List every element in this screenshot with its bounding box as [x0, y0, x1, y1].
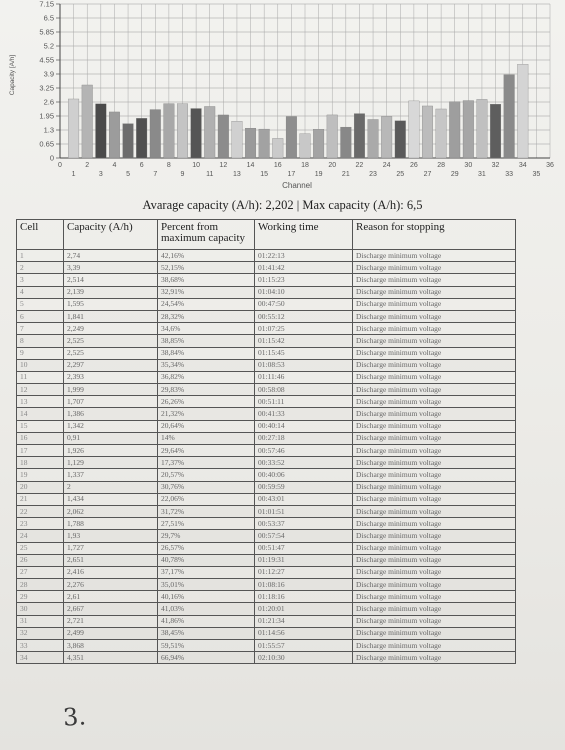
reason-value: Discharge minimum voltage — [353, 432, 516, 444]
reason-value: Discharge minimum voltage — [353, 310, 516, 322]
cell-number: 27 — [17, 566, 64, 578]
table-row — [17, 359, 516, 371]
x-tick-label: 26 — [409, 162, 418, 169]
percent-value: 20,57% — [158, 469, 255, 481]
x-tick-label: 18 — [301, 162, 309, 169]
data-bar — [436, 109, 447, 158]
data-bar — [327, 115, 338, 158]
reason-value: Discharge minimum voltage — [353, 579, 516, 591]
x-tick-label: 17 — [287, 171, 296, 178]
y-tick-label: 0.65 — [39, 139, 54, 149]
capacity-value: 1,727 — [64, 542, 158, 554]
table-row — [17, 420, 516, 432]
working-time-value: 00:51:47 — [255, 542, 353, 554]
percent-value: 34,6% — [158, 323, 255, 335]
reason-value: Discharge minimum voltage — [353, 286, 516, 298]
x-tick-label: 6 — [139, 162, 144, 169]
header-percent: Percent from maximum capacity — [158, 220, 255, 250]
data-bar — [409, 101, 420, 158]
table-row — [17, 262, 516, 274]
capacity-value: 2 — [64, 481, 158, 493]
data-bar — [136, 118, 147, 158]
table-row — [17, 493, 516, 505]
capacity-value: 2,525 — [64, 335, 158, 347]
data-bar — [68, 99, 79, 158]
working-time-value: 01:19:31 — [255, 554, 353, 566]
cell-number: 12 — [17, 384, 64, 396]
x-tick-label: 4 — [112, 162, 117, 169]
x-tick-label: 10 — [192, 162, 201, 169]
x-tick-label: 34 — [518, 162, 527, 169]
capacity-value: 1,926 — [64, 445, 158, 457]
reason-value: Discharge minimum voltage — [353, 371, 516, 383]
working-time-value: 00:53:37 — [255, 518, 353, 530]
table-row — [17, 591, 516, 603]
cell-number: 11 — [17, 371, 64, 383]
cell-number: 10 — [17, 359, 64, 371]
cell-number: 23 — [17, 518, 64, 530]
table-row — [17, 408, 516, 420]
cell-number: 17 — [17, 445, 64, 457]
table-row — [17, 640, 516, 652]
reason-value: Discharge minimum voltage — [353, 420, 516, 432]
x-tick-label: 19 — [314, 171, 323, 178]
data-bar — [381, 116, 392, 158]
header-cell: Cell — [17, 220, 64, 250]
y-axis-title: Capacity [A/h] — [9, 54, 16, 96]
cell-number: 29 — [17, 591, 64, 603]
x-tick-label: 3 — [98, 171, 103, 178]
capacity-summary: Avarage capacity (A/h): 2,202 | Max capacity (A/h): 6,5 — [142, 198, 423, 212]
capacity-value: 3,39 — [64, 262, 158, 274]
data-bar — [191, 109, 202, 158]
percent-value: 29,83% — [158, 384, 255, 396]
data-bar — [490, 104, 501, 158]
working-time-value: 02:10:30 — [255, 652, 353, 664]
cell-number: 21 — [17, 493, 64, 505]
x-tick-label: 12 — [219, 162, 228, 169]
reason-value: Discharge minimum voltage — [353, 457, 516, 469]
capacity-value: 2,416 — [64, 566, 158, 578]
table-row — [17, 481, 516, 493]
data-bar — [449, 102, 460, 158]
working-time-value: 01:18:16 — [255, 591, 353, 603]
capacity-value: 2,525 — [64, 347, 158, 359]
x-tick-label: 7 — [153, 171, 158, 178]
capacity-value: 2,139 — [64, 286, 158, 298]
cell-number: 8 — [17, 335, 64, 347]
data-bar — [313, 129, 324, 158]
working-time-value: 00:27:18 — [255, 432, 353, 444]
percent-value: 14% — [158, 432, 255, 444]
data-bar — [218, 115, 229, 158]
table-row — [17, 445, 516, 457]
table-row — [17, 274, 516, 286]
working-time-value: 01:21:34 — [255, 615, 353, 627]
percent-value: 41,03% — [158, 603, 255, 615]
y-tick-label: 4.55 — [39, 55, 54, 65]
reason-value: Discharge minimum voltage — [353, 493, 516, 505]
cell-number: 14 — [17, 408, 64, 420]
x-tick-label: 21 — [341, 171, 350, 178]
cell-number: 4 — [17, 286, 64, 298]
data-bar — [286, 117, 297, 158]
working-time-value: 01:04:10 — [255, 286, 353, 298]
cell-number: 32 — [17, 627, 64, 639]
capacity-value: 1,788 — [64, 518, 158, 530]
working-time-value: 00:40:14 — [255, 420, 353, 432]
data-bar — [517, 64, 528, 158]
x-tick-label: 23 — [369, 171, 377, 178]
working-time-value: 01:20:01 — [255, 603, 353, 615]
reason-value: Discharge minimum voltage — [353, 542, 516, 554]
reason-value: Discharge minimum voltage — [353, 335, 516, 347]
data-bar — [341, 127, 352, 158]
cell-number: 26 — [17, 554, 64, 566]
table-row — [17, 505, 516, 517]
data-bar — [300, 134, 311, 158]
x-tick-label: 11 — [206, 171, 214, 178]
table-row — [17, 310, 516, 322]
reason-value: Discharge minimum voltage — [353, 640, 516, 652]
x-tick-label: 29 — [450, 171, 459, 178]
working-time-value: 01:22:13 — [255, 250, 353, 262]
working-time-value: 01:15:45 — [255, 347, 353, 359]
capacity-value: 2,062 — [64, 505, 158, 517]
cell-number: 33 — [17, 640, 64, 652]
table-row — [17, 627, 516, 639]
x-tick-label: 28 — [437, 162, 446, 169]
data-bar — [422, 106, 433, 158]
table-row — [17, 286, 516, 298]
data-bar — [395, 121, 406, 158]
x-tick-label: 22 — [355, 162, 364, 169]
reason-value: Discharge minimum voltage — [353, 298, 516, 310]
capacity-value: 2,393 — [64, 371, 158, 383]
capacity-value: 2,61 — [64, 591, 158, 603]
cell-number: 6 — [17, 310, 64, 322]
capacity-value: 3,868 — [64, 640, 158, 652]
working-time-value: 00:41:33 — [255, 408, 353, 420]
working-time-value: 00:47:50 — [255, 298, 353, 310]
cell-capacity-table — [16, 219, 516, 664]
working-time-value: 00:57:46 — [255, 445, 353, 457]
working-time-value: 00:57:54 — [255, 530, 353, 542]
reason-value: Discharge minimum voltage — [353, 262, 516, 274]
data-bar — [259, 129, 270, 158]
percent-value: 31,72% — [158, 505, 255, 517]
reason-value: Discharge minimum voltage — [353, 359, 516, 371]
table-row — [17, 554, 516, 566]
reason-value: Discharge minimum voltage — [353, 323, 516, 335]
data-bar — [272, 138, 283, 158]
table-header-row — [17, 220, 516, 250]
percent-value: 17,37% — [158, 457, 255, 469]
data-bar — [82, 85, 93, 158]
data-bar — [245, 128, 256, 158]
data-bar — [368, 119, 379, 158]
cell-number: 34 — [17, 652, 64, 664]
reason-value: Discharge minimum voltage — [353, 530, 516, 542]
cell-number: 30 — [17, 603, 64, 615]
percent-value: 21,32% — [158, 408, 255, 420]
working-time-value: 00:40:06 — [255, 469, 353, 481]
x-tick-label: 1 — [71, 171, 76, 178]
x-tick-label: 16 — [273, 162, 282, 169]
reason-value: Discharge minimum voltage — [353, 603, 516, 615]
reason-value: Discharge minimum voltage — [353, 566, 516, 578]
cell-number: 22 — [17, 505, 64, 517]
x-tick-label: 30 — [464, 162, 473, 169]
cell-number: 24 — [17, 530, 64, 542]
x-tick-label: 14 — [246, 162, 255, 169]
x-tick-label: 35 — [532, 171, 541, 178]
x-axis-title: Channel — [282, 181, 312, 190]
cell-number: 3 — [17, 274, 64, 286]
percent-value: 32,91% — [158, 286, 255, 298]
table-row — [17, 371, 516, 383]
percent-value: 26,57% — [158, 542, 255, 554]
working-time-value: 01:55:57 — [255, 640, 353, 652]
x-tick-label: 36 — [546, 162, 554, 169]
cell-number: 18 — [17, 457, 64, 469]
capacity-value: 2,651 — [64, 554, 158, 566]
table-row — [17, 298, 516, 310]
data-bar — [204, 106, 215, 158]
capacity-value: 1,841 — [64, 310, 158, 322]
capacity-value: 1,434 — [64, 493, 158, 505]
capacity-value: 1,129 — [64, 457, 158, 469]
percent-value: 22,06% — [158, 493, 255, 505]
capacity-value: 1,342 — [64, 420, 158, 432]
reason-value: Discharge minimum voltage — [353, 347, 516, 359]
capacity-value: 2,297 — [64, 359, 158, 371]
table-row — [17, 457, 516, 469]
working-time-value: 01:01:51 — [255, 505, 353, 517]
reason-value: Discharge minimum voltage — [353, 481, 516, 493]
working-time-value: 00:33:52 — [255, 457, 353, 469]
percent-value: 37,17% — [158, 566, 255, 578]
working-time-value: 00:51:11 — [255, 396, 353, 408]
y-tick-label: 1.3 — [43, 125, 54, 135]
data-bar — [354, 114, 365, 158]
percent-value: 38,85% — [158, 335, 255, 347]
percent-value: 28,32% — [158, 310, 255, 322]
reason-value: Discharge minimum voltage — [353, 505, 516, 517]
reason-value: Discharge minimum voltage — [353, 652, 516, 664]
capacity-value: 1,999 — [64, 384, 158, 396]
capacity-value: 2,514 — [64, 274, 158, 286]
cell-number: 25 — [17, 542, 64, 554]
data-bar — [109, 112, 120, 158]
y-tick-label: 3.9 — [43, 69, 54, 79]
data-bar — [463, 101, 474, 158]
x-tick-label: 25 — [396, 171, 405, 178]
working-time-value: 01:15:42 — [255, 335, 353, 347]
data-bar — [504, 75, 515, 158]
data-bar — [177, 104, 188, 158]
table-row — [17, 335, 516, 347]
table-row — [17, 530, 516, 542]
reason-value: Discharge minimum voltage — [353, 591, 516, 603]
header-reason: Reason for stopping — [353, 220, 516, 250]
cell-number: 28 — [17, 579, 64, 591]
data-bar — [123, 124, 134, 158]
reason-value: Discharge minimum voltage — [353, 554, 516, 566]
reason-value: Discharge minimum voltage — [353, 627, 516, 639]
y-tick-label: 5.2 — [43, 41, 54, 51]
cell-number: 15 — [17, 420, 64, 432]
x-tick-label: 2 — [85, 162, 90, 169]
y-tick-label: 6.5 — [43, 13, 54, 23]
percent-value: 29,7% — [158, 530, 255, 542]
reason-value: Discharge minimum voltage — [353, 469, 516, 481]
x-tick-label: 20 — [328, 162, 337, 169]
x-tick-label: 5 — [126, 171, 131, 178]
data-bar — [164, 104, 175, 158]
x-tick-label: 24 — [382, 162, 391, 169]
percent-value: 29,64% — [158, 445, 255, 457]
working-time-value: 01:41:42 — [255, 262, 353, 274]
x-tick-label: 31 — [478, 171, 486, 178]
x-tick-label: 27 — [423, 171, 432, 178]
x-tick-label: 32 — [491, 162, 500, 169]
working-time-value: 00:43:01 — [255, 493, 353, 505]
percent-value: 59,51% — [158, 640, 255, 652]
percent-value: 26,26% — [158, 396, 255, 408]
y-tick-label: 7.15 — [39, 0, 54, 9]
percent-value: 40,16% — [158, 591, 255, 603]
y-tick-label: 5.85 — [39, 27, 54, 37]
percent-value: 35,01% — [158, 579, 255, 591]
working-time-value: 01:08:16 — [255, 579, 353, 591]
header-working-time: Working time — [255, 220, 353, 250]
cell-number: 7 — [17, 323, 64, 335]
percent-value: 38,68% — [158, 274, 255, 286]
cell-number: 5 — [17, 298, 64, 310]
x-tick-label: 0 — [58, 162, 62, 169]
percent-value: 24,54% — [158, 298, 255, 310]
cell-number: 16 — [17, 432, 64, 444]
working-time-value: 01:11:46 — [255, 371, 353, 383]
capacity-value: 0,91 — [64, 432, 158, 444]
working-time-value: 01:12:27 — [255, 566, 353, 578]
capacity-bar-chart — [0, 0, 565, 195]
percent-value: 66,94% — [158, 652, 255, 664]
handwritten-note: 3. — [62, 702, 87, 732]
capacity-value: 4,351 — [64, 652, 158, 664]
capacity-value: 2,74 — [64, 250, 158, 262]
cell-number: 20 — [17, 481, 64, 493]
table-row — [17, 518, 516, 530]
data-bar — [150, 110, 161, 158]
capacity-value: 1,707 — [64, 396, 158, 408]
table-row — [17, 432, 516, 444]
cell-number: 31 — [17, 615, 64, 627]
table-row — [17, 384, 516, 396]
percent-value: 36,82% — [158, 371, 255, 383]
percent-value: 30,76% — [158, 481, 255, 493]
table-row — [17, 250, 516, 262]
capacity-value: 1,93 — [64, 530, 158, 542]
table-row — [17, 542, 516, 554]
capacity-value: 1,595 — [64, 298, 158, 310]
reason-value: Discharge minimum voltage — [353, 615, 516, 627]
x-tick-label: 9 — [180, 171, 185, 178]
data-bar — [477, 99, 488, 158]
table-row — [17, 347, 516, 359]
cell-number: 19 — [17, 469, 64, 481]
capacity-value: 2,667 — [64, 603, 158, 615]
percent-value: 20,64% — [158, 420, 255, 432]
header-capacity: Capacity (A/h) — [64, 220, 158, 250]
percent-value: 38,84% — [158, 347, 255, 359]
percent-value: 27,51% — [158, 518, 255, 530]
table-row — [17, 603, 516, 615]
working-time-value: 01:15:23 — [255, 274, 353, 286]
reason-value: Discharge minimum voltage — [353, 445, 516, 457]
working-time-value: 00:55:12 — [255, 310, 353, 322]
capacity-value: 2,721 — [64, 615, 158, 627]
capacity-value: 2,276 — [64, 579, 158, 591]
table-row — [17, 566, 516, 578]
reason-value: Discharge minimum voltage — [353, 408, 516, 420]
working-time-value: 01:14:56 — [255, 627, 353, 639]
data-bar — [96, 104, 107, 158]
table-row — [17, 615, 516, 627]
working-time-value: 00:59:59 — [255, 481, 353, 493]
reason-value: Discharge minimum voltage — [353, 518, 516, 530]
capacity-value: 1,337 — [64, 469, 158, 481]
working-time-value: 01:07:25 — [255, 323, 353, 335]
table-row — [17, 469, 516, 481]
cell-number: 1 — [17, 250, 64, 262]
capacity-value: 2,499 — [64, 627, 158, 639]
reason-value: Discharge minimum voltage — [353, 384, 516, 396]
x-tick-label: 15 — [260, 171, 269, 178]
y-tick-label: 3.25 — [39, 83, 54, 93]
y-tick-label: 1.95 — [39, 111, 54, 121]
reason-value: Discharge minimum voltage — [353, 274, 516, 286]
percent-value: 40,78% — [158, 554, 255, 566]
x-tick-label: 33 — [505, 171, 514, 178]
percent-value: 38,45% — [158, 627, 255, 639]
cell-number: 9 — [17, 347, 64, 359]
percent-value: 42,16% — [158, 250, 255, 262]
percent-value: 52,15% — [158, 262, 255, 274]
percent-value: 41,86% — [158, 615, 255, 627]
table-row — [17, 579, 516, 591]
table-row — [17, 323, 516, 335]
table-row — [17, 652, 516, 664]
data-bar — [232, 121, 243, 158]
y-tick-label: 2.6 — [43, 97, 54, 107]
reason-value: Discharge minimum voltage — [353, 250, 516, 262]
cell-number: 2 — [17, 262, 64, 274]
reason-value: Discharge minimum voltage — [353, 396, 516, 408]
working-time-value: 00:58:08 — [255, 384, 353, 396]
percent-value: 35,34% — [158, 359, 255, 371]
table-row — [17, 396, 516, 408]
cell-number: 13 — [17, 396, 64, 408]
y-tick-label: 0 — [49, 153, 54, 163]
x-tick-label: 8 — [166, 162, 171, 169]
capacity-value: 1,386 — [64, 408, 158, 420]
capacity-value: 2,249 — [64, 323, 158, 335]
x-tick-label: 13 — [233, 171, 241, 178]
working-time-value: 01:08:53 — [255, 359, 353, 371]
